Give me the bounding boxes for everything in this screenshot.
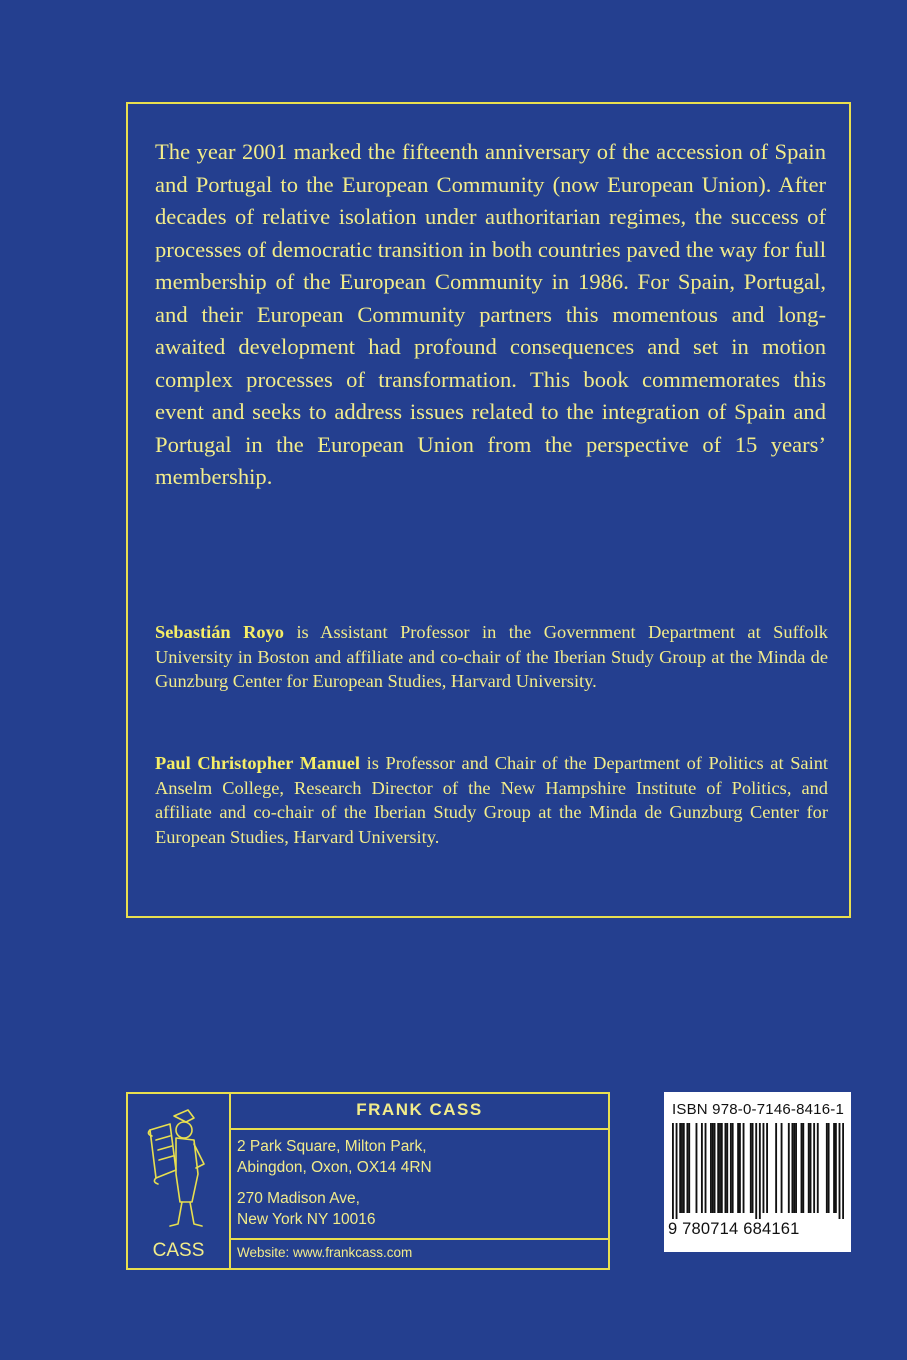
barcode-bar (686, 1123, 688, 1213)
barcode-bar (810, 1123, 812, 1213)
publisher-website: Website: www.frankcass.com (231, 1238, 608, 1268)
scholar-figure-icon (136, 1104, 222, 1232)
barcode-bar (817, 1123, 819, 1213)
publisher-box (126, 1092, 610, 1270)
publisher-name: FRANK CASS (231, 1094, 608, 1130)
barcode-bar (717, 1123, 719, 1213)
barcode-bar (726, 1123, 728, 1213)
barcode-bar (752, 1123, 754, 1213)
address-line: Abingdon, Oxon, OX14 4RN (237, 1159, 432, 1176)
barcode-bar (719, 1123, 721, 1213)
isbn-barcode-box (664, 1092, 851, 1252)
barcode-bar (766, 1123, 768, 1213)
barcode-bar (739, 1123, 741, 1213)
barcode-bar (802, 1123, 804, 1213)
barcode-bar (808, 1123, 810, 1213)
barcode-bar (755, 1123, 757, 1219)
barcode-bar (835, 1123, 837, 1213)
barcode-bar (696, 1123, 698, 1213)
author-bio-manuel (155, 751, 828, 849)
publisher-addresses (231, 1130, 608, 1238)
barcode-bar (801, 1123, 803, 1213)
book-description: The year 2001 marked the fifteenth anniversary of the accession of Spain and Portugal to the European Community (now European Union). After decades of relative isolation under authoritarian regimes, the success of processes of democratic transition in both countries paved the way for full membership of the European Community in 1986. For Spain, Portugal, and their European Community partners this momentous and long-awaited development had profound consequences and set in motion complex processes of transformation. This book commemorates this event and seeks to address issues related to the integration of Spain and Portugal in the European Union from the perspective of 15 years’ membership. (155, 139, 826, 489)
barcode-bar (676, 1123, 678, 1219)
barcode-bar (725, 1123, 727, 1213)
barcode-bar (791, 1123, 793, 1213)
barcode-bar (763, 1123, 765, 1213)
barcode-bar (828, 1123, 830, 1213)
barcode-bar (672, 1123, 674, 1219)
barcode-bar (826, 1123, 828, 1213)
publisher-logo (128, 1094, 231, 1268)
barcode-bar (737, 1123, 739, 1213)
barcode-bar (681, 1123, 683, 1213)
barcode-bar (743, 1123, 745, 1213)
barcode-bar (788, 1123, 790, 1213)
barcode-bar (679, 1123, 681, 1213)
barcode-bar (712, 1123, 714, 1213)
barcode-bar (759, 1123, 761, 1219)
barcode-bar (793, 1123, 795, 1213)
isbn-digits: 9 780714 684161 (668, 1220, 800, 1238)
address-line: 2 Park Square, Milton Park, (237, 1138, 427, 1155)
author-name: Paul Christopher Manuel (155, 753, 360, 773)
publisher-logo-text: CASS (152, 1240, 205, 1261)
barcode-bar (750, 1123, 752, 1213)
barcode-bar (683, 1123, 685, 1213)
barcode-bar (705, 1123, 707, 1213)
isbn-label: ISBN 978-0-7146-8416-1 (672, 1101, 845, 1118)
address-line: New York NY 10016 (237, 1211, 376, 1228)
author-bio-text: is Assistant Professor in the Government Department at Suffolk University in Boston and affiliate and co-chair of the Iberian Study Group at the Minda de Gunzburg Center for European Studies, Harvard University. (155, 622, 828, 692)
barcode-bar (781, 1123, 783, 1213)
barcode-bar (813, 1123, 815, 1213)
author-bio-royo (155, 620, 828, 694)
barcode-bar (701, 1123, 703, 1213)
barcode-bar (732, 1123, 734, 1213)
barcode-bar (714, 1123, 716, 1213)
barcode (672, 1123, 844, 1219)
barcode-bar (795, 1123, 797, 1213)
barcode-bar (688, 1123, 690, 1213)
barcode-bar (710, 1123, 712, 1213)
barcode-bar (775, 1123, 777, 1213)
barcode-bar (839, 1123, 841, 1219)
barcode-bar (842, 1123, 844, 1219)
author-bio-text: is Professor and Chair of the Department of Politics at Saint Anselm College, Research Director of the New Hampshire Institute of Politics, and affiliate and co-chair of the Iberian Study Group at the Minda de Gunzburg Center for European Studies, Harvard University. (155, 753, 828, 847)
author-name: Sebastián Royo (155, 622, 284, 642)
barcode-bar (730, 1123, 732, 1213)
barcode-bar (721, 1123, 723, 1213)
address-line: 270 Madison Ave, (237, 1190, 360, 1207)
barcode-bar (833, 1123, 835, 1213)
